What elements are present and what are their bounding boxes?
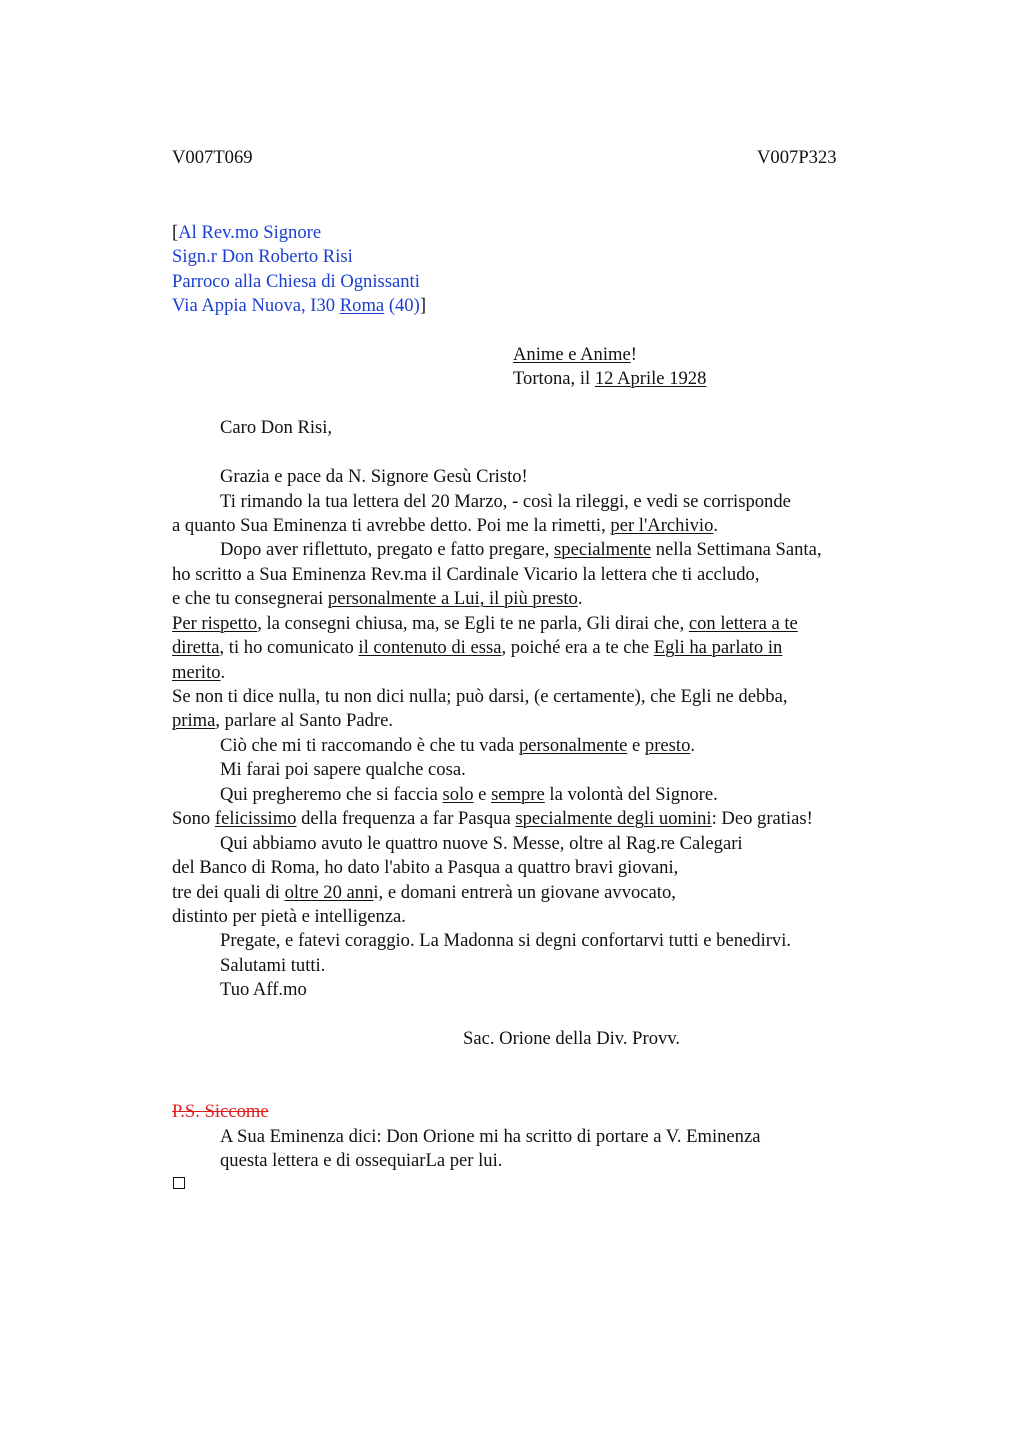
signature: Sac. Orione della Div. Provv. bbox=[463, 1028, 681, 1049]
body-line: Sono felicissimo della frequenza a far Pasqua specialmente degli uomini: Deo gratias! bbox=[172, 808, 813, 829]
body-line: Qui pregheremo che si faccia solo e sempre la volontà del Signore. bbox=[220, 784, 718, 805]
body-line: tre dei quali di oltre 20 anni, e domani entrerà un giovane avvocato, bbox=[172, 882, 676, 903]
closing: Tuo Aff.mo bbox=[220, 979, 307, 1000]
body-line: Ciò che mi ti raccomando è che tu vada personalmente e presto. bbox=[220, 735, 696, 756]
salutation: Caro Don Risi, bbox=[220, 417, 333, 438]
motto: Anime e Anime! bbox=[513, 344, 637, 365]
address-line-3: Parroco alla Chiesa di Ognissanti bbox=[172, 271, 420, 292]
body-line: Se non ti dice nulla, tu non dici nulla; può darsi, (e certamente), che Egli ne debba, bbox=[172, 686, 788, 707]
doc-code-left: V007T069 bbox=[172, 147, 253, 168]
postscript-line: A Sua Eminenza dici: Don Orione mi ha scritto di portare a V. Eminenza bbox=[220, 1126, 761, 1147]
postscript-line: questa lettera e di ossequiarLa per lui. bbox=[220, 1150, 503, 1171]
body-line: Mi farai poi sapere qualche cosa. bbox=[220, 759, 466, 780]
body-line: Grazia e pace da N. Signore Gesù Cristo! bbox=[220, 466, 528, 487]
body-line: merito. bbox=[172, 662, 226, 683]
body-line: Salutami tutti. bbox=[220, 955, 326, 976]
body-line: Ti rimando la tua lettera del 20 Marzo, - così la rileggi, e vedi se corrisponde bbox=[220, 491, 791, 512]
address-city: Roma bbox=[339, 295, 385, 316]
address-line-4: Via Appia Nuova, I30 Roma (40)] bbox=[172, 295, 427, 316]
body-line: a quanto Sua Eminenza ti avrebbe detto. Poi me la rimetti, per l'Archivio. bbox=[172, 515, 719, 536]
bracket-close: ] bbox=[419, 295, 427, 316]
place-date: Tortona, il 12 Aprile 1928 bbox=[513, 368, 707, 389]
body-line: diretta, ti ho comunicato il contenuto di essa, poiché era a te che Egli ha parlato in bbox=[172, 637, 783, 658]
body-line: Pregate, e fatevi coraggio. La Madonna si degni confortarvi tutti e benedirvi. bbox=[220, 930, 792, 951]
body-line: ho scritto a Sua Eminenza Rev.ma il Cardinale Vicario la lettera che ti accludo, bbox=[172, 564, 760, 585]
address-line-2: Sign.r Don Roberto Risi bbox=[172, 246, 353, 267]
address-line-1 bbox=[172, 221, 321, 246]
bracket-open: [ bbox=[172, 222, 179, 243]
doc-code-right: V007P323 bbox=[757, 147, 837, 168]
body-line: prima, parlare al Santo Padre. bbox=[172, 710, 393, 731]
body-line: distinto per pietà e intelligenza. bbox=[172, 906, 406, 927]
empty-checkbox-glyph bbox=[173, 1177, 185, 1189]
postscript-deleted: P.S. Siccome bbox=[172, 1101, 269, 1122]
body-line: del Banco di Roma, ho dato l'abito a Pasqua a quattro bravi giovani, bbox=[172, 857, 679, 878]
body-line: e che tu consegnerai personalmente a Lui, il più presto. bbox=[172, 588, 583, 609]
body-line: Qui abbiamo avuto le quattro nuove S. Messe, oltre al Rag.re Calegari bbox=[220, 833, 743, 854]
body-line: Dopo aver riflettuto, pregato e fatto pregare, specialmente nella Settimana Santa, bbox=[220, 539, 822, 560]
letter-date: 12 Aprile 1928 bbox=[594, 368, 707, 389]
address-recipient-title: Al Rev.mo Signore bbox=[178, 222, 322, 243]
body-line: Per rispetto, la consegni chiusa, ma, se Egli te ne parla, Gli dirai che, con lettera a te bbox=[172, 613, 798, 634]
